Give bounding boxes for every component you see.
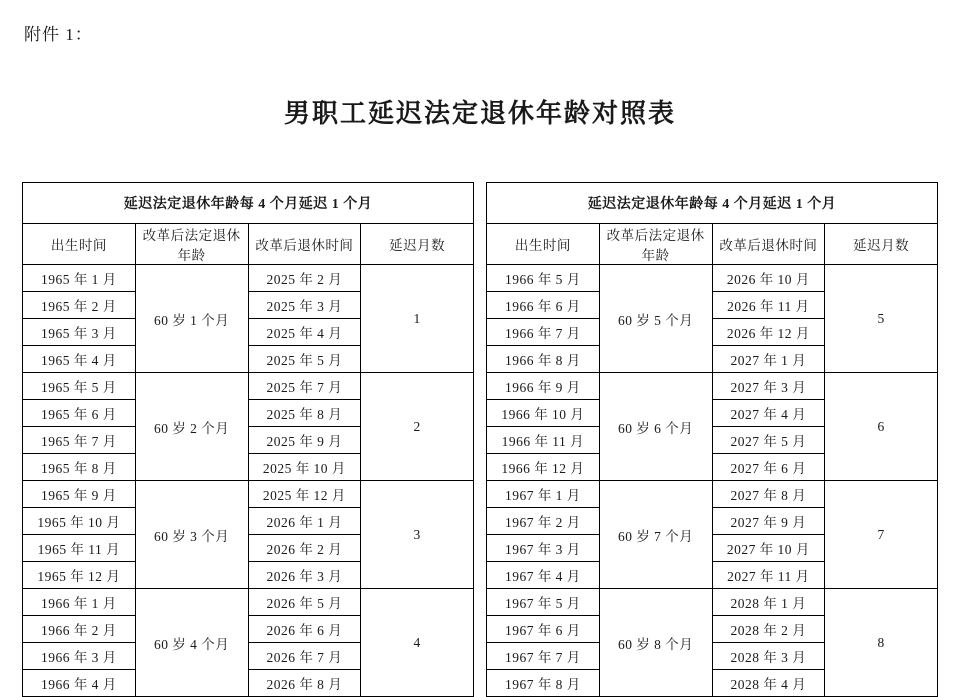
cell-retirement-date: 2026 年 8 月 [248, 670, 361, 697]
cell-retirement-date: 2026 年 2 月 [248, 535, 361, 562]
cell-retirement-age: 60 岁 5 个月 [599, 265, 712, 373]
cell-birth-date: 1965 年 2 月 [23, 292, 136, 319]
table-gap [474, 182, 486, 697]
column-header-months-right: 延迟月数 [825, 224, 938, 265]
cell-retirement-age: 60 岁 1 个月 [135, 265, 248, 373]
cell-birth-date: 1967 年 4 月 [487, 562, 600, 589]
cell-birth-date: 1966 年 10 月 [487, 400, 600, 427]
cell-retirement-date: 2025 年 8 月 [248, 400, 361, 427]
cell-birth-date: 1967 年 2 月 [487, 508, 600, 535]
column-header-birth-left: 出生时间 [23, 224, 136, 265]
cell-retirement-age: 60 岁 6 个月 [599, 373, 712, 481]
cell-retirement-date: 2026 年 12 月 [712, 319, 825, 346]
cell-birth-date: 1965 年 12 月 [23, 562, 136, 589]
table-row [487, 373, 938, 400]
table-row [487, 481, 938, 508]
cell-retirement-date: 2026 年 5 月 [248, 589, 361, 616]
cell-retirement-age: 60 岁 4 个月 [135, 589, 248, 697]
cell-retirement-age: 60 岁 7 个月 [599, 481, 712, 589]
cell-birth-date: 1966 年 2 月 [23, 616, 136, 643]
cell-retirement-date: 2026 年 1 月 [248, 508, 361, 535]
cell-birth-date: 1966 年 9 月 [487, 373, 600, 400]
cell-retirement-date: 2027 年 11 月 [712, 562, 825, 589]
cell-birth-date: 1966 年 4 月 [23, 670, 136, 697]
cell-retirement-date: 2027 年 4 月 [712, 400, 825, 427]
cell-retirement-age: 60 岁 2 个月 [135, 373, 248, 481]
schedule-body-right [487, 265, 938, 697]
cell-delay-months: 1 [361, 265, 474, 373]
cell-delay-months: 4 [361, 589, 474, 697]
table-row [23, 481, 474, 508]
cell-birth-date: 1965 年 4 月 [23, 346, 136, 373]
table-header-row-right [487, 224, 938, 265]
cell-delay-months: 3 [361, 481, 474, 589]
cell-retirement-date: 2027 年 1 月 [712, 346, 825, 373]
cell-birth-date: 1967 年 3 月 [487, 535, 600, 562]
cell-birth-date: 1965 年 10 月 [23, 508, 136, 535]
cell-birth-date: 1965 年 7 月 [23, 427, 136, 454]
table-row [23, 265, 474, 292]
cell-birth-date: 1965 年 6 月 [23, 400, 136, 427]
cell-retirement-date: 2025 年 5 月 [248, 346, 361, 373]
schedule-body-left [23, 265, 474, 697]
cell-retirement-date: 2025 年 3 月 [248, 292, 361, 319]
cell-retirement-date: 2027 年 8 月 [712, 481, 825, 508]
cell-retirement-date: 2028 年 2 月 [712, 616, 825, 643]
cell-retirement-date: 2025 年 9 月 [248, 427, 361, 454]
retirement-schedule-tables [22, 182, 938, 697]
column-header-months-left: 延迟月数 [361, 224, 474, 265]
cell-retirement-date: 2027 年 9 月 [712, 508, 825, 535]
cell-retirement-date: 2026 年 10 月 [712, 265, 825, 292]
attachment-label: 附件 1： [24, 25, 93, 44]
cell-birth-date: 1966 年 12 月 [487, 454, 600, 481]
cell-retirement-date: 2028 年 3 月 [712, 643, 825, 670]
cell-retirement-age: 60 岁 8 个月 [599, 589, 712, 697]
schedule-table-left [22, 182, 474, 697]
cell-retirement-date: 2026 年 6 月 [248, 616, 361, 643]
cell-retirement-date: 2025 年 2 月 [248, 265, 361, 292]
cell-delay-months: 5 [825, 265, 938, 373]
column-header-retire-left: 改革后退休时间 [248, 224, 361, 265]
cell-birth-date: 1967 年 7 月 [487, 643, 600, 670]
column-header-retire-right: 改革后退休时间 [712, 224, 825, 265]
cell-birth-date: 1965 年 8 月 [23, 454, 136, 481]
cell-birth-date: 1967 年 5 月 [487, 589, 600, 616]
cell-delay-months: 2 [361, 373, 474, 481]
table-banner-left: 延迟法定退休年龄每 4 个月延迟 1 个月 [23, 183, 474, 224]
table-banner-right: 延迟法定退休年龄每 4 个月延迟 1 个月 [487, 183, 938, 224]
cell-birth-date: 1965 年 1 月 [23, 265, 136, 292]
cell-birth-date: 1966 年 7 月 [487, 319, 600, 346]
cell-retirement-date: 2027 年 10 月 [712, 535, 825, 562]
cell-birth-date: 1965 年 3 月 [23, 319, 136, 346]
column-header-age-right: 改革后法定退休年龄 [599, 224, 712, 265]
cell-retirement-date: 2025 年 7 月 [248, 373, 361, 400]
column-header-age-left: 改革后法定退休年龄 [135, 224, 248, 265]
cell-retirement-date: 2027 年 3 月 [712, 373, 825, 400]
cell-birth-date: 1967 年 8 月 [487, 670, 600, 697]
cell-retirement-date: 2028 年 1 月 [712, 589, 825, 616]
cell-retirement-date: 2025 年 12 月 [248, 481, 361, 508]
cell-delay-months: 7 [825, 481, 938, 589]
cell-birth-date: 1966 年 3 月 [23, 643, 136, 670]
table-row [487, 589, 938, 616]
cell-delay-months: 8 [825, 589, 938, 697]
cell-retirement-age: 60 岁 3 个月 [135, 481, 248, 589]
cell-birth-date: 1966 年 1 月 [23, 589, 136, 616]
page-title: 男职工延迟法定退休年龄对照表 [283, 99, 676, 128]
schedule-table-right [486, 182, 938, 697]
cell-birth-date: 1965 年 5 月 [23, 373, 136, 400]
cell-birth-date: 1966 年 6 月 [487, 292, 600, 319]
cell-retirement-date: 2028 年 4 月 [712, 670, 825, 697]
table-row [23, 373, 474, 400]
cell-birth-date: 1966 年 5 月 [487, 265, 600, 292]
cell-delay-months: 6 [825, 373, 938, 481]
cell-retirement-date: 2025 年 10 月 [248, 454, 361, 481]
table-row [23, 589, 474, 616]
cell-retirement-date: 2025 年 4 月 [248, 319, 361, 346]
cell-birth-date: 1966 年 11 月 [487, 427, 600, 454]
cell-birth-date: 1967 年 1 月 [487, 481, 600, 508]
cell-retirement-date: 2026 年 3 月 [248, 562, 361, 589]
cell-retirement-date: 2027 年 5 月 [712, 427, 825, 454]
column-header-birth-right: 出生时间 [487, 224, 600, 265]
cell-birth-date: 1966 年 8 月 [487, 346, 600, 373]
cell-retirement-date: 2026 年 11 月 [712, 292, 825, 319]
cell-birth-date: 1965 年 9 月 [23, 481, 136, 508]
cell-retirement-date: 2027 年 6 月 [712, 454, 825, 481]
table-row [487, 265, 938, 292]
cell-birth-date: 1967 年 6 月 [487, 616, 600, 643]
table-header-row-left [23, 224, 474, 265]
cell-retirement-date: 2026 年 7 月 [248, 643, 361, 670]
cell-birth-date: 1965 年 11 月 [23, 535, 136, 562]
